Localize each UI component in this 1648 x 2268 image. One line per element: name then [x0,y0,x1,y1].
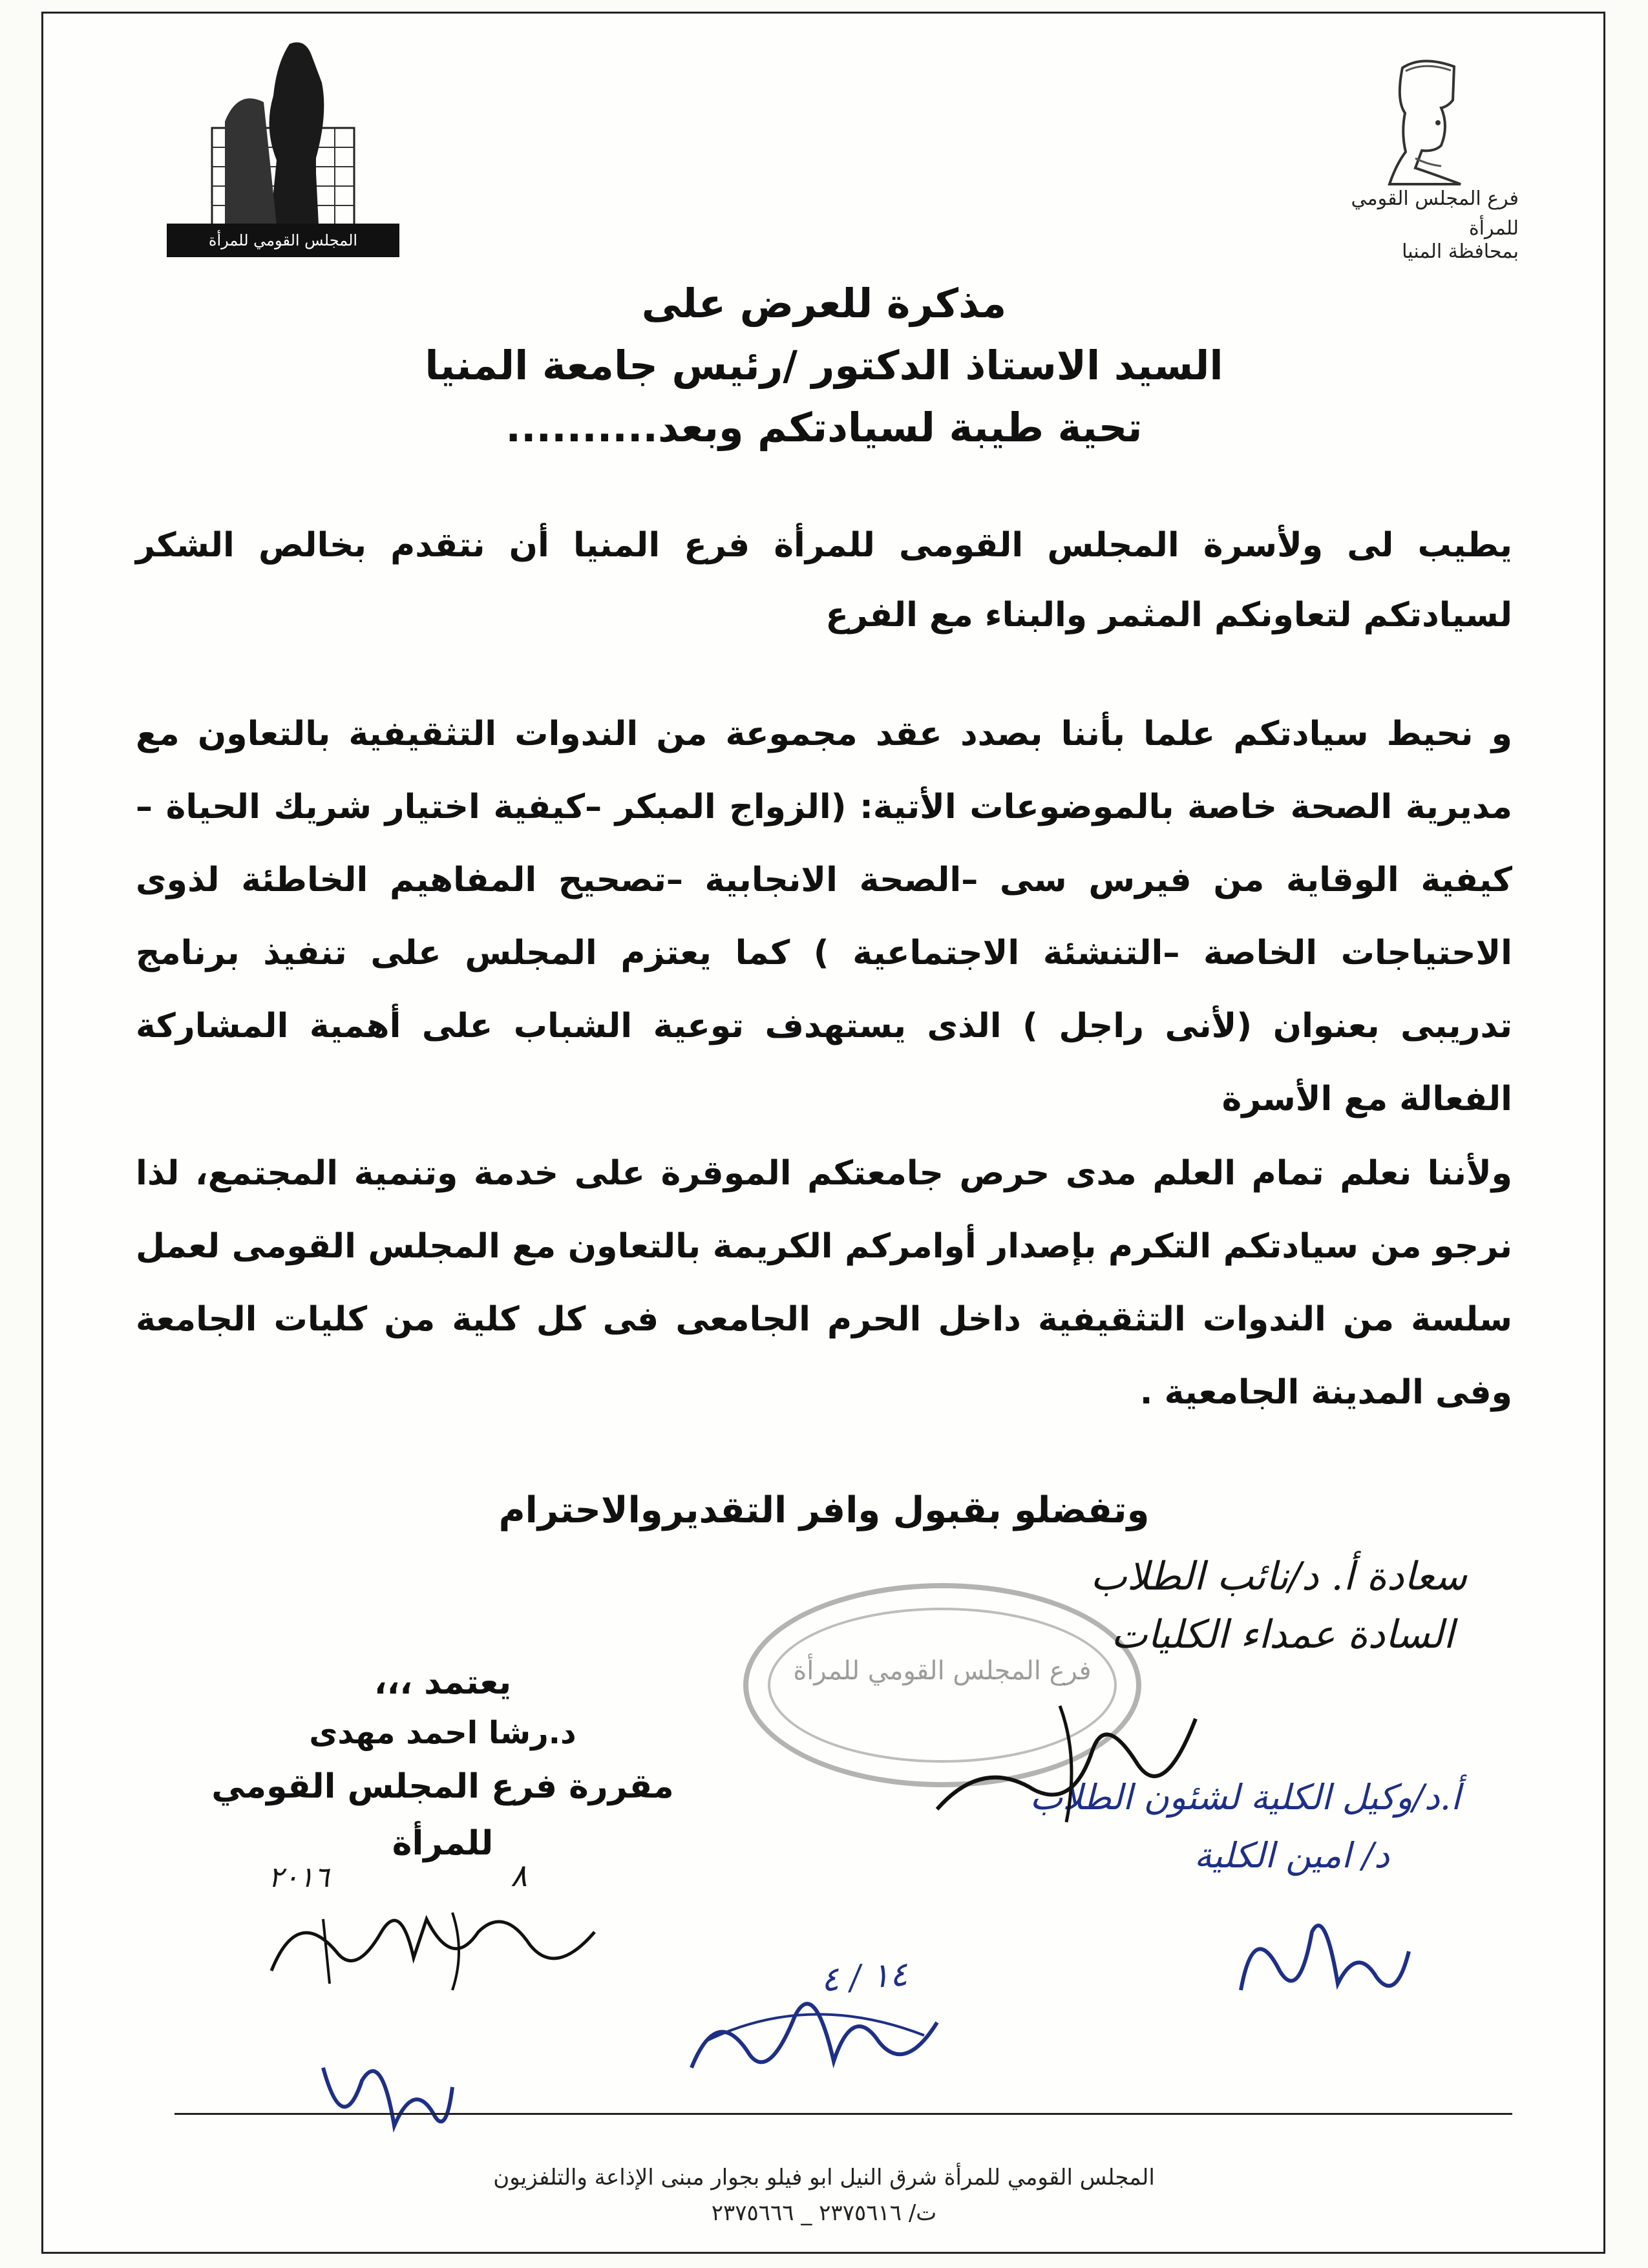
signature-block [168,1657,717,1872]
nefertiti-icon [1377,55,1480,191]
handwritten-note-college-secretary: د/ امين الكلية [1194,1835,1389,1876]
signatory-name: د.رشا احمد مهدى [309,1715,576,1751]
signatory-signature [259,1893,620,1997]
footer-phone: ت/ ٢٣٧٥٦١٦ _ ٢٣٧٥٦٦٦ [711,2200,937,2226]
handwritten-note-deans: السادة عمداء الكليات [1111,1612,1454,1657]
logo-caption-line1: فرع المجلس القومي للمرأة [1351,187,1519,240]
statue-icon [167,31,399,225]
signatory-role: مقررة فرع المجلس القومي للمرأة [211,1767,674,1863]
logo-plate: المجلس القومي للمرأة [167,224,399,257]
stamp-text: فرع المجلس القومي للمرأة [793,1656,1092,1686]
signature-date-year: ٢٠١٦ [268,1861,330,1894]
approver-signature [931,1680,1202,1829]
blue-signature-1 [679,1964,950,2094]
signature-date-day: ٨ [511,1858,527,1894]
blue-signature-3 [310,2042,459,2165]
paragraph-thanks: يطيب لى ولأسرة المجلس القومى للمرأة فرع المنيا أن نتقدم بخالص الشكر لسيادتكم لتعاونكم المثمر والبناء مع الفرع [136,526,1512,635]
memo-addressee: السيد الاستاذ الدكتور /رئيس جامعة المنيا [425,342,1223,389]
paragraph-seminars: و نحيط سيادتكم علما بأننا بصدد عقد مجموعة من الندوات التثقيفية بالتعاون مع مديرية الصحة خاصة بالموضوعات الأتية: (الزواج المبكر –كيفية اختيار شريك الحياة –كيفية الوقاية من فيرس سى –الصحة الانجابية –تصحيح المفاهيم الخاطئة لذوى الاحتياجات الخاصة –التنشئة الاجتماعية ) كما يعتزم المجلس على تنفيذ برنامج تدريبى بعنوان (لأنى راجل ) الذى يستهدف توعية الشباب على أهمية المشاركة الفعالة مع الأسرة [136,715,1512,1118]
paragraph-request: ولأننا نعلم تمام العلم مدى حرص جامعتكم الموقرة على خدمة وتنمية المجتمع، لذا نرجو من سيادتكم التكرم بإصدار أوامركم الكريمة بالتعاون مع المجلس القومى لعمل سلسة من الندوات التثقيفية داخل الحرم الجامعى فى كل كلية من كليات الجامعة وفى المدينة الجامعية . [136,1154,1512,1412]
blue-signature-2 [1228,1893,1422,2010]
approval-label: يعتمد ،،، [374,1663,512,1702]
memo-title: مذكرة للعرض على [641,280,1007,327]
logo-caption-line2: بمحافظة المنيا [1402,240,1519,263]
handwritten-note-college-vice: أ.د/وكيل الكلية لشئون الطلاب [1030,1777,1461,1818]
footer-address: المجلس القومي للمرأة شرق النيل ابو فيلو بجوار مبنى الإذاعة والتلفزيون [493,2165,1155,2190]
closing-line: وتفضلو بقبول وافر التقديروالاحترام [498,1489,1150,1531]
council-logo [167,31,399,257]
memo-greeting: تحية طيبة لسيادتكم وبعد.......... [505,404,1143,451]
council-branch-logo [1331,55,1519,267]
handwritten-date: ١٤ / ٤ [819,1955,909,2000]
footer-divider [174,2113,1512,2115]
handwritten-note-vice-dean: سعادة أ. د/نائب الطلاب [1090,1554,1467,1599]
